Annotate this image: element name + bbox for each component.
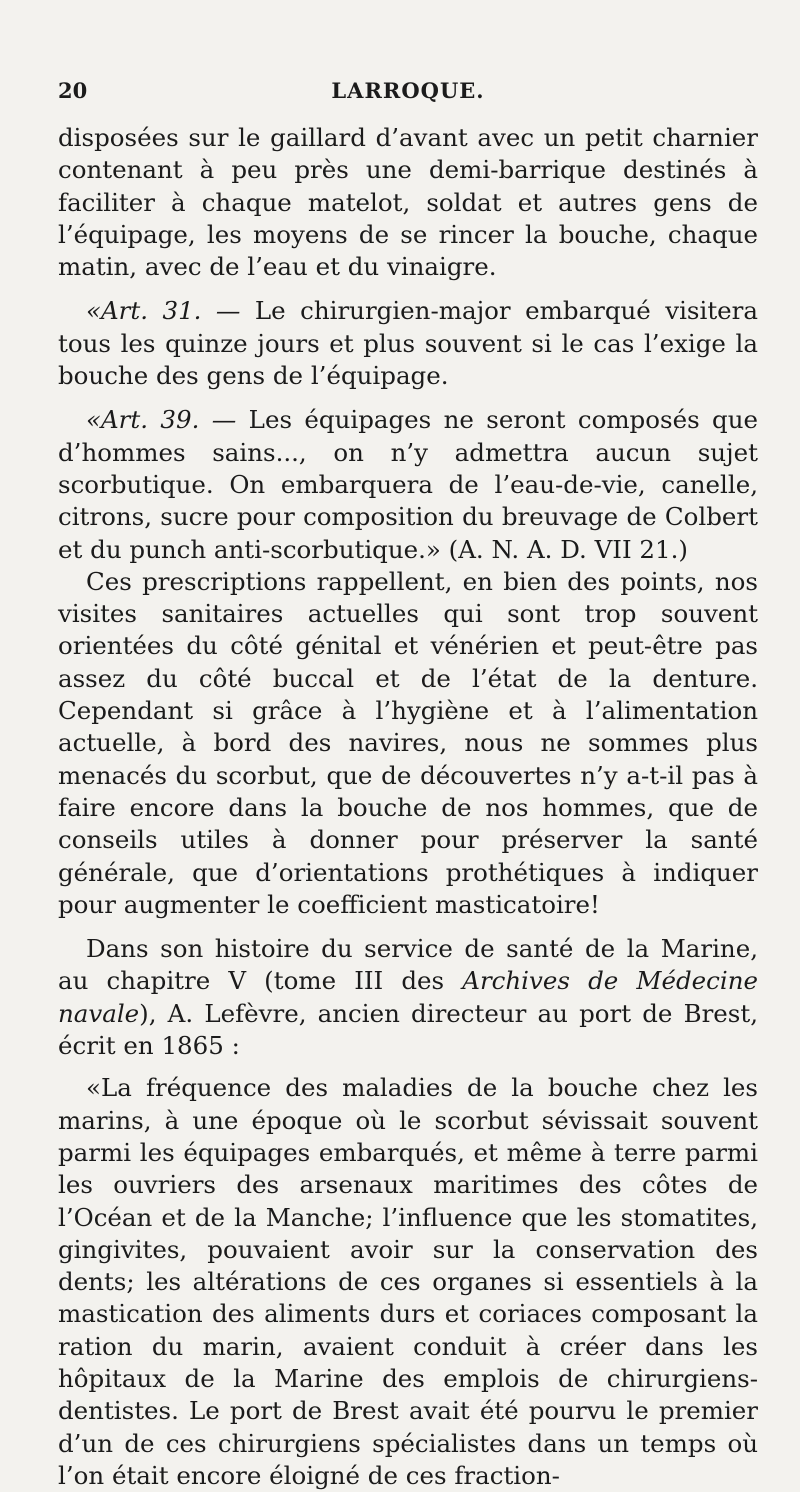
paragraph-article-31 xyxy=(58,295,758,392)
article-31-label: «Art. 31. — xyxy=(86,296,255,326)
article-39-text: Les équipages ne seront composés que d’hommes sains..., on n’y admettra aucun sujet scorbutique. On embarquera de l’eau-de-vie, canelle, citrons, sucre pour composition du breuvage de Colbert et du punch anti-scorbutique.» (A. N. A. D. VII 21.) xyxy=(58,405,758,564)
paragraph-lefevre xyxy=(58,933,758,1062)
page-header xyxy=(58,78,758,122)
book-page xyxy=(58,78,758,1492)
paragraph-continuation: disposées sur le gaillard d’avant avec un petit charnier contenant à peu près une demi-barrique destinés à faciliter à chaque matelot, soldat et autres gens de l’équipage, les moyens de se rincer la bouche, chaque matin, avec de l’eau et du vinaigre. xyxy=(58,123,758,282)
article-31-text: Le chirurgien-major embarqué visitera tous les quinze jours et plus souvent si le cas l’exige la bouche des gens de l’équipage. xyxy=(58,296,758,391)
lefevre-text-after: ), A. Lefèvre, ancien directeur au port de Brest, écrit en 1865 : xyxy=(58,998,758,1061)
running-head: LARROQUE. xyxy=(331,78,485,103)
lefevre-text-before: Dans son histoire du service de santé de la Marine, au chapitre V (tome III des xyxy=(58,934,758,996)
paragraph-article-39 xyxy=(58,404,758,565)
journal-title: Archives de Médecine navale xyxy=(58,966,758,1028)
paragraph-quotation: «La fréquence des maladies de la bouche chez les marins, à une époque où le scorbut sévissait souvent parmi les équipages embarqués, et même à terre parmi les ouvriers des arsenaux maritimes des côtes de l’Océan et de la Manche; l’influence que les stomatites, gingivites, pouvaient avoir sur la conservation des dents; les altérations de ces organes si essentiels à la mastication des aliments durs et coriaces composant la ration du marin, avaient conduit à créer dans les hôpitaux de la Marine des emplois de chirurgiens-dentistes. Le port de Brest avait été pourvu le premier d’un de ces chirurgiens spécialistes dans un temps où l’on était encore éloigné de ces fraction- xyxy=(58,1073,758,1490)
article-39-label: «Art. 39. — xyxy=(86,405,249,435)
page-number: 20 xyxy=(58,78,88,103)
paragraph-prescriptions: Ces prescriptions rappellent, en bien des points, nos visites sanitaires actuelles qui sont trop souvent orientées du côté génital et vénérien et peut-être pas assez du côté buccal et de l’état de la denture. Cependant si grâce à l’hygiène et à l’alimentation actuelle, à bord des navires, nous ne sommes plus menacés du scorbut, que de découvertes n’y a-t-il pas à faire encore dans la bouche de nos hommes, que de conseils utiles à donner pour préserver la santé générale, que d’orientations prothétiques à indiquer pour augmenter le coefficient masticatoire! xyxy=(58,566,758,919)
